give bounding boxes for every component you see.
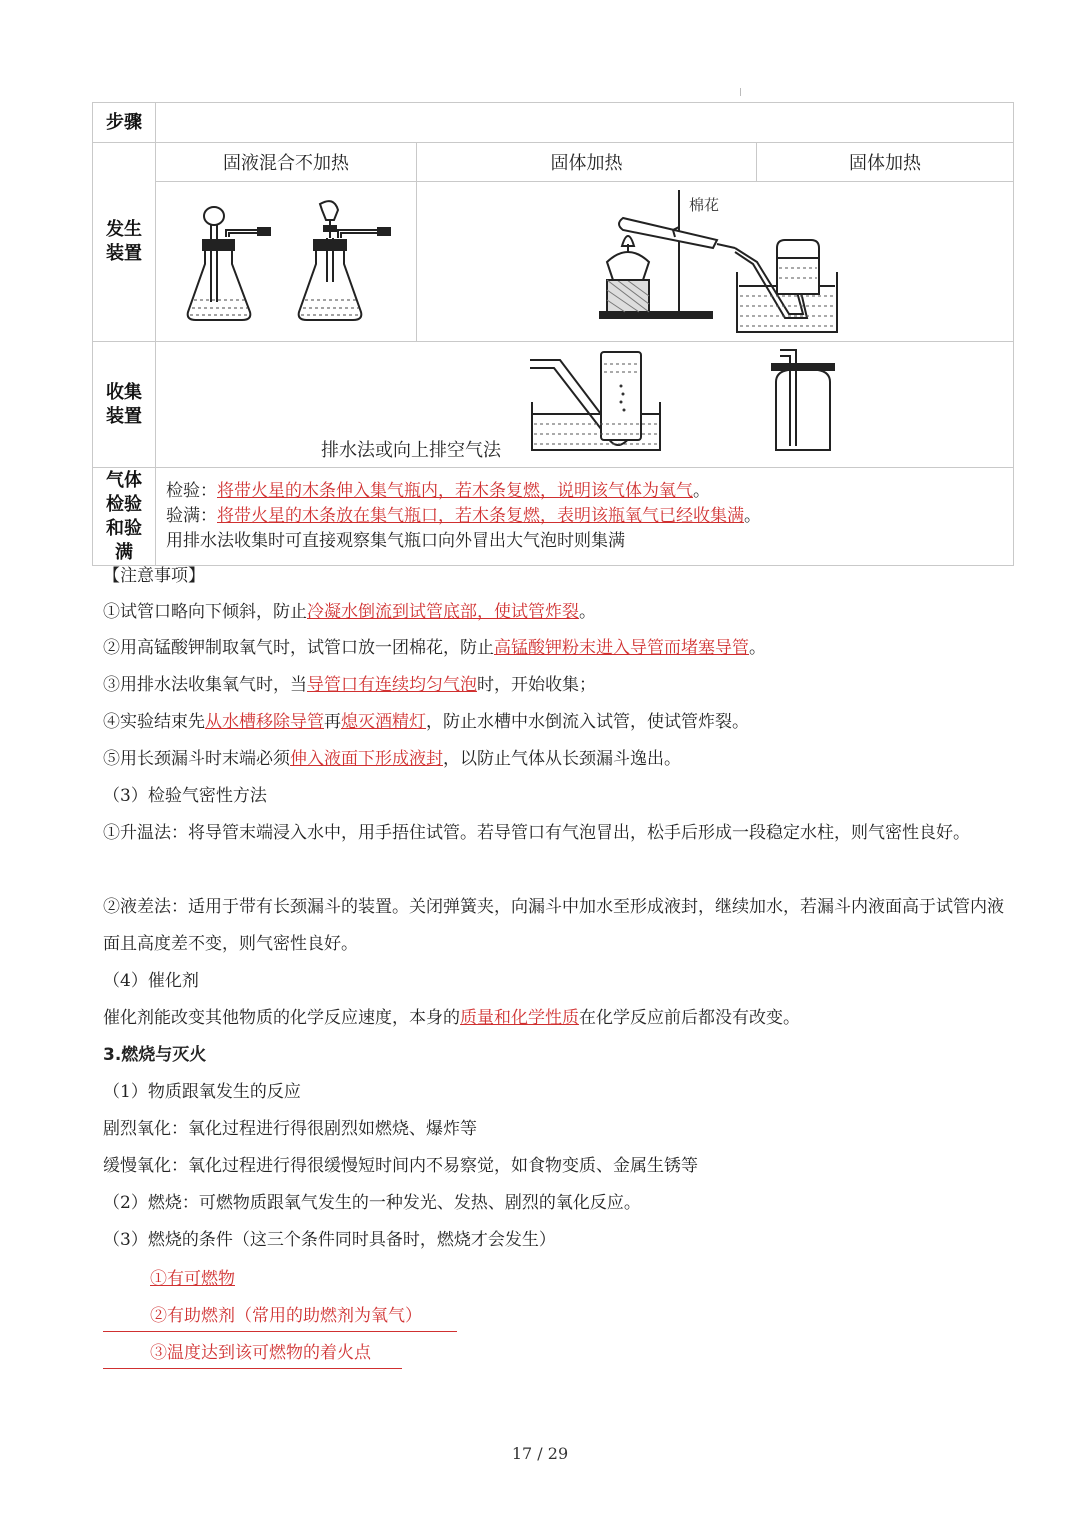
note-3-text: ③用排水法收集氧气时，当 — [103, 675, 307, 695]
note-2-end: 。 — [749, 638, 766, 658]
col-header-solid-liquid: 固液混合不加热 — [156, 143, 417, 182]
catalyst-text-b: 在化学反应前后都没有改变。 — [579, 1008, 800, 1028]
col-header-solid-heat-2: 固体加热 — [757, 143, 1014, 182]
airtight-heading: （3）检验气密性方法 — [103, 786, 267, 806]
steps-cell — [156, 103, 1014, 143]
note-2 — [103, 630, 766, 667]
note-1-end: 。 — [579, 602, 596, 622]
note-5-text: ⑤用长颈漏斗时末端必须 — [103, 749, 290, 769]
page-number: 17 / 29 — [511, 1444, 569, 1463]
row-label-generator: 发生 装置 — [93, 143, 156, 342]
collection-apparatus-figure — [156, 342, 1014, 467]
condition-2-text: ②有助燃剂（常用的助燃剂为氧气） — [150, 1306, 422, 1326]
note-4-answer-1: 从水槽移除导管 — [205, 712, 324, 732]
condition-2 — [103, 1301, 457, 1332]
note-5 — [103, 741, 681, 778]
note-3-end: 时，开始收集； — [477, 675, 596, 695]
condition-1 — [103, 1264, 235, 1294]
conical-flask-apparatus-figure — [156, 182, 417, 337]
note-4-answer-2: 熄灭酒精灯 — [341, 712, 426, 732]
row-label-check: 气体 检验 和验 满 — [93, 468, 156, 566]
combustion-fast: 剧烈氧化：氧化过程进行得很剧烈如燃烧、爆炸等 — [103, 1119, 477, 1139]
full-method: 将带火星的木条放在集气瓶口，若木条复燃，表明该瓶氧气已经收集满 — [217, 506, 744, 526]
cotton-label: 棉花 — [689, 198, 720, 214]
note-4-mid: 再 — [324, 712, 341, 732]
catalyst-text — [103, 1000, 800, 1037]
note-5-answer: 伸入液面下形成液封 — [290, 749, 443, 769]
note-5-end: ，以防止气体从长颈漏斗逸出。 — [443, 749, 681, 769]
note-3 — [103, 667, 596, 704]
note-4-text: ④实验结束先 — [103, 712, 205, 732]
condition-1-text: ①有可燃物 — [150, 1269, 235, 1289]
check-end: 。 — [693, 481, 710, 501]
check-method: 将带火星的木条伸入集气瓶内，若木条复燃，说明该气体为氧气 — [217, 481, 693, 501]
row-label-collector: 收集 装置 — [93, 342, 156, 468]
combustion-s2: （2）燃烧：可燃物质跟氧气发生的一种发光、发热、剧烈的氧化反应。 — [103, 1193, 641, 1213]
note-4 — [103, 704, 749, 741]
note-1 — [103, 594, 596, 631]
condition-3-text: ③温度达到该可燃物的着火点 — [150, 1343, 371, 1363]
note-4-end: ，防止水槽中水倒流入试管，使试管炸裂。 — [426, 712, 749, 732]
airtight-method-1: ①升温法：将导管末端浸入水中，用手捂住试管。若导管口有气泡冒出，松手后形成一段稳定水柱，则气密性良好。 — [103, 823, 970, 843]
note-2-answer: 高锰酸钾粉末进入导管而堵塞导管 — [494, 638, 749, 658]
heating-apparatus-cell — [417, 182, 1014, 342]
catalyst-answer: 质量和化学性质 — [460, 1008, 579, 1028]
full-prefix: 验满： — [166, 506, 217, 526]
combustion-s1: （1）物质跟氧发生的反应 — [103, 1082, 301, 1102]
collection-caption: 排水法或向上排空气法 — [321, 440, 501, 461]
full-end: 。 — [744, 506, 761, 526]
margin-mark — [740, 88, 741, 96]
note-3-answer: 导管口有连续均匀气泡 — [307, 675, 477, 695]
col-header-solid-heat-1: 固体加热 — [417, 143, 757, 182]
full-line — [166, 504, 1013, 529]
water-note: 用排水法收集时可直接观察集气瓶口向外冒出大气泡时则集满 — [166, 531, 625, 551]
check-line — [166, 479, 1013, 504]
solid-heating-apparatus-figure — [417, 182, 1014, 337]
collection-cell — [156, 342, 1014, 468]
combustion-title: 3.燃烧与灭火 — [103, 1045, 207, 1065]
note-1-answer: 冷凝水倒流到试管底部，使试管炸裂 — [307, 602, 579, 622]
notes-heading: 【注意事项】 — [103, 566, 205, 586]
combustion-s3: （3）燃烧的条件（这三个条件同时具备时，燃烧才会发生） — [103, 1230, 556, 1250]
catalyst-text-a: 催化剂能改变其他物质的化学反应速度，本身的 — [103, 1008, 460, 1028]
airtight-method-2: ②液差法：适用于带有长颈漏斗的装置。关闭弹簧夹，向漏斗中加水至形成液封，继续加水，若漏斗内液面高于试管内液面且高度差不变，则气密性良好。 — [103, 897, 1004, 954]
check-prefix: 检验： — [166, 481, 217, 501]
check-cell — [156, 468, 1014, 566]
condition-3 — [103, 1338, 402, 1369]
catalyst-heading: （4）催化剂 — [103, 971, 199, 991]
combustion-slow: 缓慢氧化：氧化过程进行得很缓慢短时间内不易察觉，如食物变质、金属生锈等 — [103, 1156, 698, 1176]
note-2-text: ②用高锰酸钾制取氧气时，试管口放一团棉花，防止 — [103, 638, 494, 658]
note-1-text: ①试管口略向下倾斜，防止 — [103, 602, 307, 622]
oxygen-experiment-table — [92, 102, 1014, 566]
flask-apparatus-cell — [156, 182, 417, 342]
row-label-steps: 步骤 — [93, 103, 156, 143]
